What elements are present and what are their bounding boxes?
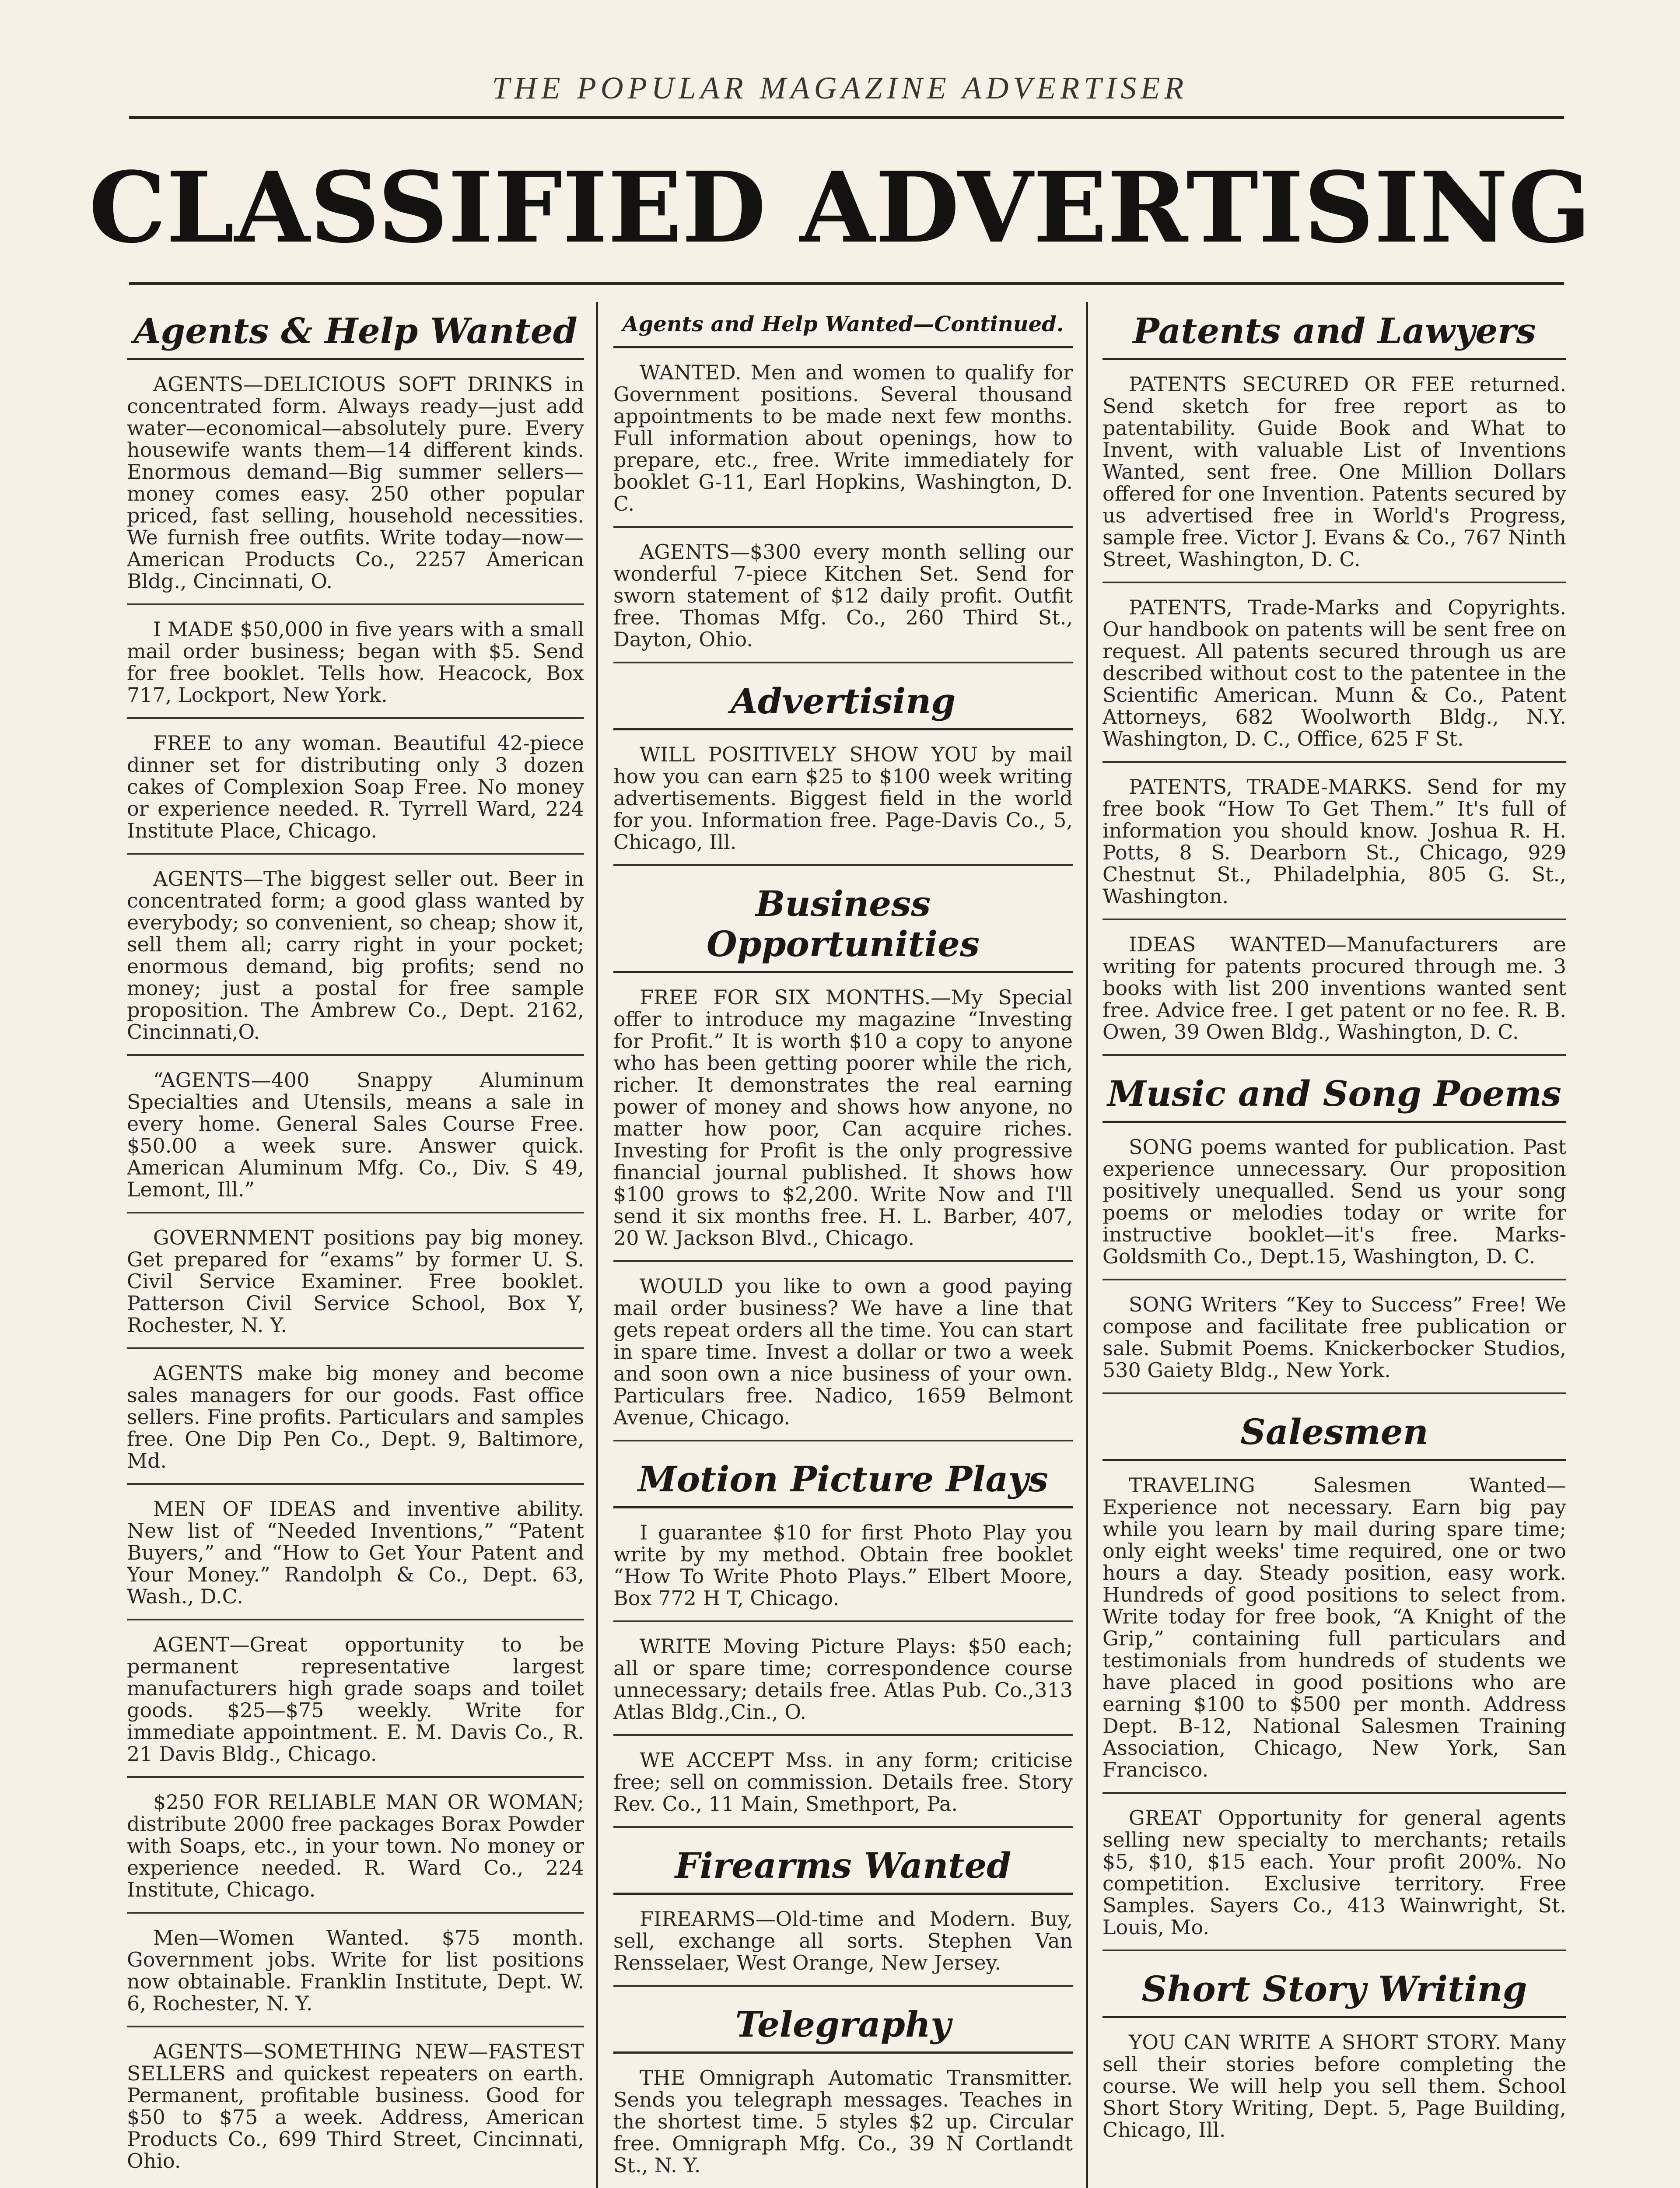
column-divider xyxy=(1086,302,1088,2188)
section-heading: Advertising xyxy=(613,672,1073,730)
section-heading: Patents and Lawyers xyxy=(1102,302,1566,360)
classified-ad: YOU CAN WRITE A SHORT STORY. Many sell their stories before completing the course. We will help you sell them. School Short Story Writing, Dept. 5, Page Building, Chicago, Ill. xyxy=(1102,2030,1566,2142)
classified-ad: AGENTS—The biggest seller out. Beer in concentrated form; a good glass wanted by everybody; so convenient, so cheap; show it, sell them all; carry right in your pocket; enormous demand, big profits; send no money; just a postal for free sample proposition. The Ambrew Co., Dept. 2162, Cincinnati,O. xyxy=(127,863,584,1056)
classified-ad: “AGENTS—400 Snappy Aluminum Specialties and Utensils, means a sale in every home. General Sales Course Free. $50.00 a week sure. Answer quick. American Aluminum Mfg. Co., Div. S 49, Lemont, Ill.” xyxy=(127,1065,584,1213)
section-heading: Music and Song Poems xyxy=(1102,1065,1566,1123)
column-1 xyxy=(127,302,584,2188)
classified-ad: $250 FOR RELIABLE MAN OR WOMAN; distribute 2000 free packages Borax Powder with Soaps, etc., in your town. No money or experience needed. R. Ward Co., 224 Institute, Chicago. xyxy=(127,1787,584,1914)
classified-ad: AGENTS—DELICIOUS SOFT DRINKS in concentrated form. Always ready—just add water—economical—absolutely pure. Every housewife wants them—14 different kinds. Enormous demand—Big summer sellers—money comes easy. 250 other popular priced, fast selling, household necessities. We furnish free outfits. Write today—now—American Products Co., 2257 American Bldg., Cincinnati, O. xyxy=(127,369,584,605)
section-heading: Telegraphy xyxy=(613,1995,1073,2054)
classified-ad: FREE FOR SIX MONTHS.—My Special offer to introduce my magazine “Investing for Profit.” It is worth $10 a copy to anyone who has been getting poorer while the rich, richer. It demonstrates the real earning power of money and shows how anyone, no matter how poor, Can acquire riches. Investing for Profit is the only progressive financial journal published. It shows how $100 grows to $2,200. Write Now and I'll send it six months free. H. L. Barber, 407, 20 W. Jackson Blvd., Chicago. xyxy=(613,982,1073,1262)
classified-ad: WILL POSITIVELY SHOW YOU by mail how you can earn $25 to $100 week writing advertisements. Biggest field in the world for you. Information free. Page-Davis Co., 5, Chicago, Ill. xyxy=(613,739,1073,866)
classified-ad: GOVERNMENT positions pay big money. Get prepared for “exams” by former U. S. Civil Service Examiner. Free booklet. Patterson Civil Service School, Box Y, Rochester, N. Y. xyxy=(127,1222,584,1349)
classified-ad: WOULD you like to own a good paying mail order business? We have a line that gets repeat orders all the time. You can start in spare time. Invest a dollar or two a week and soon own a nice business of your own. Particulars free. Nadico, 1659 Belmont Avenue, Chicago. xyxy=(613,1271,1073,1441)
column-3 xyxy=(1102,302,1566,2188)
classified-ad: TRAVELING Salesmen Wanted—Experience not necessary. Earn big pay while you learn by mail during spare time; only eight weeks' time required, one or two hours a day. Steady position, easy work. Hundreds of good positions to select from. Write today for free book, “A Knight of the Grip,” containing full particulars and testimonials from hundreds of students we have placed in good positions who are earning $100 to $500 per month. Address Dept. B-12, National Salesmen Training Association, Chicago, New York, San Francisco. xyxy=(1102,1470,1566,1794)
classified-ad: WANTED. Men and women to qualify for Government positions. Several thousand appointments to be made next few months. Full information about openings, how to prepare, etc., free. Write immediately for booklet G-11, Earl Hopkins, Washington, D. C. xyxy=(613,357,1073,528)
classified-ad: SONG poems wanted for publication. Past experience unnecessary. Our proposition positively unequalled. Send us your song poems or melodies today or write for instructive booklet—it's free. Marks-Goldsmith Co., Dept.15, Washington, D. C. xyxy=(1102,1132,1566,1280)
classified-ad: THE Omnigraph Automatic Transmitter. Sends you telegraph messages. Teaches in the shortest time. 5 styles $2 up. Circular free. Omnigraph Mfg. Co., 39 N Cortlandt St., N. Y. xyxy=(613,2066,1073,2177)
classified-ad: I guarantee $10 for first Photo Play you write by my method. Obtain free booklet “How To Write Photo Plays.” Elbert Moore, Box 772 H T, Chicago. xyxy=(613,1517,1073,1622)
classified-ad: FIREARMS—Old-time and Modern. Buy, sell, exchange all sorts. Stephen Van Rensselaer, West Orange, New Jersey. xyxy=(613,1904,1073,1987)
header-rule xyxy=(129,116,1564,119)
section-heading: Salesmen xyxy=(1102,1403,1566,1461)
classified-ad: WE ACCEPT Mss. in any form; criticise free; sell on commission. Details free. Story Rev. Co., 11 Main, Smethport, Pa. xyxy=(613,1745,1073,1828)
page-title: CLASSIFIED ADVERTISING xyxy=(89,151,1591,265)
section-heading: Agents & Help Wanted xyxy=(127,302,584,360)
running-head: THE POPULAR MAGAZINE ADVERTISER xyxy=(492,70,1188,105)
classified-ad: PATENTS, Trade-Marks and Copyrights. Our handbook on patents will be sent free on request. All patents secured through us are described without cost to the patentee in the Scientific American. Munn & Co., Patent Attorneys, 682 Woolworth Bldg., N.Y. Washington, D. C., Office, 625 F St. xyxy=(1102,592,1566,763)
classified-ad: AGENTS make big money and become sales managers for our goods. Fast office sellers. Fine profits. Particulars and samples free. One Dip Pen Co., Dept. 9, Baltimore, Md. xyxy=(127,1358,584,1485)
classified-ad: AGENT—Great opportunity to be permanent representative largest manufacturers high grade soaps and toilet goods. $25—$75 weekly. Write for immediate appointment. E. M. Davis Co., R. 21 Davis Bldg., Chicago. xyxy=(127,1629,584,1778)
classified-ad: AGENTS—$300 every month selling our wonderful 7-piece Kitchen Set. Send for sworn statement of $12 daily profit. Outfit free. Thomas Mfg. Co., 260 Third St., Dayton, Ohio. xyxy=(613,536,1073,663)
section-heading: Firearms Wanted xyxy=(613,1837,1073,1895)
classified-ad: GREAT Opportunity for general agents selling new specialty to merchants; retails $5, $10, $15 each. Your profit 200%. No competition. Exclusive territory. Free Samples. Sayers Co., 413 Wainwright, St. Louis, Mo. xyxy=(1102,1802,1566,1951)
column-divider xyxy=(596,302,598,2188)
section-heading: Short Story Writing xyxy=(1102,1960,1566,2018)
classified-ad: Men—Women Wanted. $75 month. Government jobs. Write for list positions now obtainable. Franklin Institute, Dept. W. 6, Rochester, N. Y. xyxy=(127,1922,584,2027)
classified-ad: AGENTS—SOMETHING NEW—FASTEST SELLERS and quickest repeaters on earth. Permanent, profitable business. Good for $50 to $75 a week. Address, American Products Co., 699 Third Street, Cincinnati, Ohio. xyxy=(127,2040,584,2173)
classified-ad: MEN OF IDEAS and inventive ability. New list of “Needed Inventions,” “Patent Buyers,” and “How to Get Your Patent and Your Money.” Randolph & Co., Dept. 63, Wash., D.C. xyxy=(127,1494,584,1620)
section-heading: Agents and Help Wanted—Continued. xyxy=(613,302,1073,348)
column-2 xyxy=(613,302,1073,2188)
section-heading: Business Opportunities xyxy=(613,875,1073,973)
classified-ad: WRITE Moving Picture Plays: $50 each; all or spare time; correspondence course unnecessary; details free. Atlas Pub. Co.,313 Atlas Bldg.,Cin., O. xyxy=(613,1631,1073,1736)
classified-ad: PATENTS, TRADE-MARKS. Send for my free book “How To Get Them.” It's full of information you should know. Joshua R. H. Potts, 8 S. Dearborn St., Chicago, 929 Chestnut St., Philadelphia, 805 G. St., Washington. xyxy=(1102,771,1566,920)
classified-ad: PATENTS SECURED OR FEE returned. Send sketch for free report as to patentability. Guide Book and What to Invent, with valuable List of Inventions Wanted, sent free. One Million Dollars offered for one Invention. Patents secured by us advertised free in World's Progress, sample free. Victor J. Evans & Co., 767 Ninth Street, Washington, D. C. xyxy=(1102,369,1566,583)
section-heading: Motion Picture Plays xyxy=(613,1450,1073,1508)
classified-ad: SONG Writers “Key to Success” Free! We compose and facilitate free publication or sale. Submit Poems. Knickerbocker Studios, 530 Gaiety Bldg., New York. xyxy=(1102,1289,1566,1394)
classified-ad: FREE to any woman. Beautiful 42-piece dinner set for distributing only 3 dozen cakes of Complexion Soap Free. No money or experience needed. R. Tyrrell Ward, 224 Institute Place, Chicago. xyxy=(127,728,584,855)
classified-ad: IDEAS WANTED—Manufacturers are writing for patents procured through me. 3 books with list 200 inventions wanted sent free. Advice free. I get patent or no fee. R. B. Owen, 39 Owen Bldg., Washington, D. C. xyxy=(1102,929,1566,1056)
classified-ad: I MADE $50,000 in five years with a small mail order business; began with $5. Send for free booklet. Tells how. Heacock, Box 717, Lockport, New York. xyxy=(127,614,584,719)
title-rule xyxy=(129,282,1564,285)
